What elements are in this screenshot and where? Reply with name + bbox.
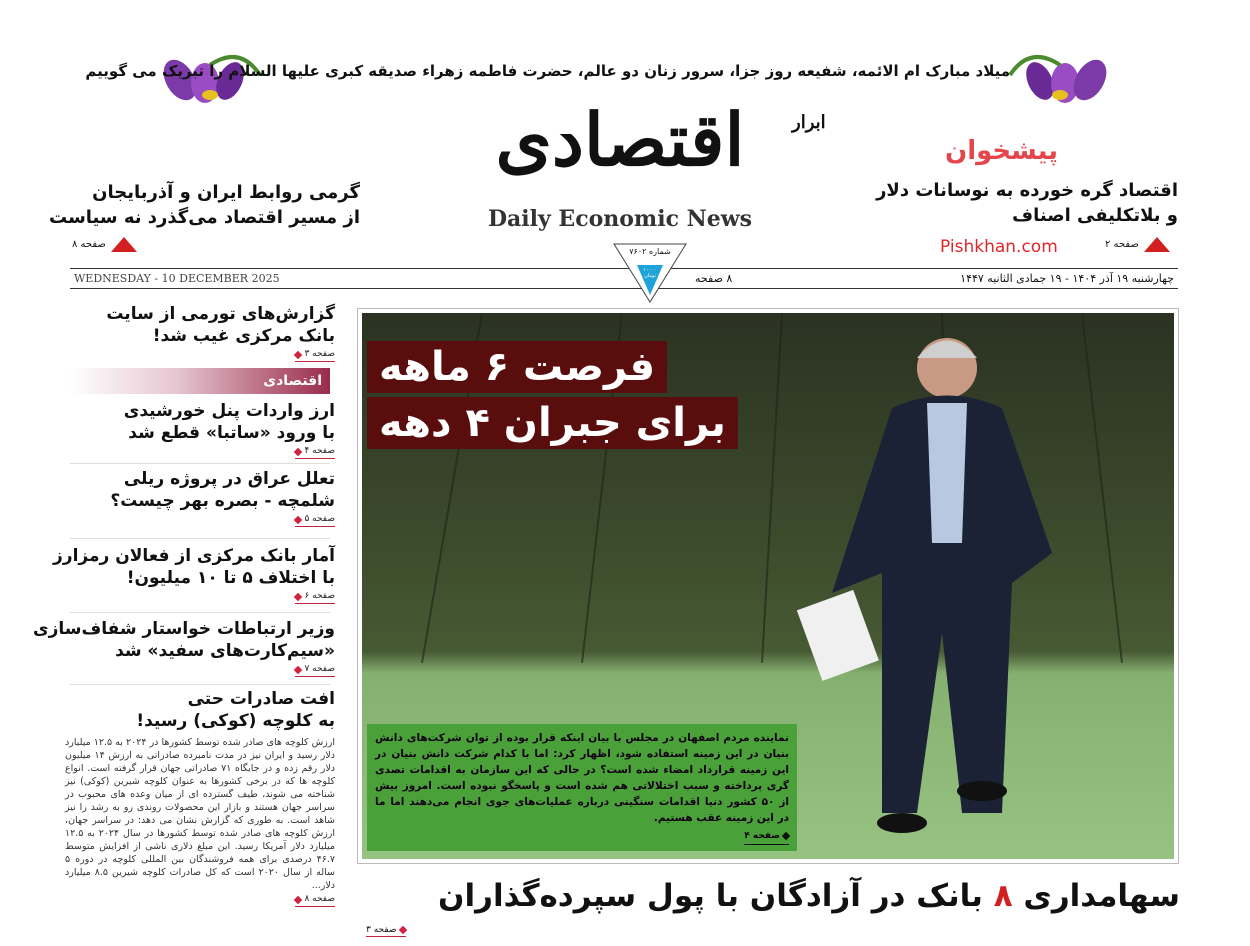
headline: تعلل عراق در پروژه ریلی xyxy=(123,469,335,489)
diamond-icon xyxy=(398,926,406,934)
headline: بانک مرکزی غیب شد! xyxy=(152,326,335,346)
watermark-logo: پیشخوان xyxy=(945,136,1058,166)
headline-number: ۸ xyxy=(993,878,1013,914)
page-label: صفحه ۳ xyxy=(366,925,397,935)
mini-logo-strip xyxy=(70,368,330,394)
headline-text: سهامداری xyxy=(1012,878,1180,914)
page-label: صفحه ۷ xyxy=(304,664,335,674)
headline-text: بانک در آزادگان با پول سپرده‌گذاران xyxy=(438,878,994,914)
diamond-icon xyxy=(294,447,302,455)
divider xyxy=(70,684,330,685)
headline: ارز واردات پنل خورشیدی xyxy=(123,401,335,421)
divider xyxy=(70,463,330,464)
headline: با ورود «ساتبا» قطع شد xyxy=(128,423,335,443)
price: ۱۰۰۰۰ تومان xyxy=(643,267,657,279)
teaser-top-right[interactable] xyxy=(876,178,1178,228)
page-ref[interactable] xyxy=(295,894,335,907)
page-label: صفحه ۶ xyxy=(304,591,335,601)
headline: به کلوچه (کوکی) رسید! xyxy=(136,711,335,731)
diamond-icon xyxy=(294,350,302,358)
watermark-url: Pishkhan.com xyxy=(940,237,1058,257)
newspaper-logo-english: Daily Economic News xyxy=(487,206,753,232)
news-item[interactable] xyxy=(65,400,335,459)
page-ref[interactable] xyxy=(295,349,335,362)
headline: با اختلاف ۵ تا ۱۰ میلیون! xyxy=(126,568,335,588)
news-item[interactable] xyxy=(65,688,335,907)
diamond-icon xyxy=(294,515,302,523)
page-label: صفحه ۸ xyxy=(72,239,106,250)
page-ref[interactable] xyxy=(295,446,335,459)
date-persian: چهارشنبه ۱۹ آذر ۱۴۰۴ - ۱۹ جمادی الثانیه ۱۴۴۷ xyxy=(960,272,1174,285)
triangle-icon xyxy=(1144,237,1170,252)
teaser-line: گرمی روابط ایران و آذربایجان xyxy=(92,182,360,203)
page-label: صفحه ۲ xyxy=(1105,239,1139,250)
main-story-photo[interactable] xyxy=(357,308,1179,864)
greeting-banner: میلاد مبارک ام الائمه، شفیعه روز جزا، سرور زنان دو عالم، حضرت فاطمه زهراء صدیقه کبری علیها السلام را تبریک می گوییم xyxy=(85,62,1010,80)
news-item[interactable] xyxy=(33,618,335,677)
issue-number: شماره ۷۶۰۲ xyxy=(629,247,671,256)
page-ref[interactable] xyxy=(1105,237,1170,252)
teaser-line: اقتصاد گره خورده به نوسانات دلار xyxy=(876,180,1178,201)
page-count: ۸ صفحه xyxy=(695,272,733,285)
flower-decoration-icon xyxy=(1000,45,1120,105)
diamond-icon xyxy=(294,665,302,673)
photo-caption xyxy=(367,724,797,851)
page-ref[interactable] xyxy=(72,237,137,252)
headline: گزارش‌های تورمی از سایت xyxy=(106,304,335,324)
page-label: صفحه ۸ xyxy=(304,894,335,904)
main-headline-line1: فرصت ۶ ماهه xyxy=(367,341,667,393)
divider xyxy=(70,538,330,539)
page-ref[interactable] xyxy=(295,664,335,677)
teaser-line: و بلاتکلیفی اصناف xyxy=(1012,205,1178,226)
page-ref[interactable] xyxy=(366,924,406,937)
page-ref[interactable] xyxy=(295,591,335,604)
article-body: ارزش کلوچه های صادر شده توسط کشورها در ۲۰۲۴ به ۱۲.۵ میلیارد دلار رسید و ایران نیز در مدت نامبرده صادراتی به ارزش ۱۴ میلیون دلار رقم زده و در جایگاه ۷۱ صادراتی جهان قرار گرفته است. انواع کلوچه ها که در برخی کشورها به عنوان کلوچه شیرین (کوکی) نیز شناخته می شوند، طیف گسترده ای از میان وعده های محبوب در سراسر جهان هستند و بازار این محصولات روندی رو به رشد را نیز شاهد است. به طوری که گزارش نشان می دهد: در سراسر جهان، ارزش کلوچه های صادر شده توسط کشورها در سال ۲۰۲۴ به ۱۲.۵ میلیارد دلار آمریکا رسید. این مبلغ دلاری ناشی از افزایش متوسط ۴۶.۷ درصدی برای همه فروشندگان بین المللی کلوچه در دوره ۵ ساله از سال ۲۰۲۰ است که کل صادرات کلوچه شیرین ۸.۵ میلیارد دلار... xyxy=(65,737,336,891)
diamond-icon xyxy=(294,592,302,600)
news-item[interactable] xyxy=(53,545,335,604)
mini-logo: اقتصادی xyxy=(263,373,322,389)
date-english: WEDNESDAY - 10 DECEMBER 2025 xyxy=(74,272,280,285)
diamond-icon xyxy=(294,895,302,903)
headline: وزیر ارتباطات خواستار شفاف‌سازی xyxy=(33,619,335,639)
headline: شلمچه - بصره بهر چیست؟ xyxy=(110,491,335,511)
page-label: صفحه ۳ xyxy=(304,349,335,359)
newspaper-logo: اقتصادی xyxy=(495,97,745,182)
caption-text: نماینده مردم اصفهان در مجلس با بیان اینکه قرار بوده از توان شرکت‌های دانش بنیان در این زمینه استفاده شود، اظهار کرد: اما با کدام شرکت دانش بنیان در این زمینه قرارداد امضاء شده است؟ در حالی که این سازمان به اقدامات تصدی گری پرداخته و سبب اختلالاتی هم شده است و پاسخگو نبوده است. امروز بیش از ۵۰ کشور دنیا اقدامات سنگینی درباره عملیات‌های جوی انجام می‌دهند اما ما در این زمینه عقب هستیم. xyxy=(375,732,789,824)
bottom-headline[interactable] xyxy=(380,876,1180,916)
page-label: صفحه ۴ xyxy=(744,831,780,841)
issue-badge xyxy=(613,243,687,301)
news-item[interactable] xyxy=(65,468,335,527)
newspaper-logo-small: ابرار xyxy=(792,112,826,133)
main-headline-line2: برای جبران ۴ دهه xyxy=(367,397,738,449)
teaser-top-left[interactable] xyxy=(49,180,360,230)
headline: آمار بانک مرکزی از فعالان رمزارز xyxy=(53,546,335,566)
page-label: صفحه ۴ xyxy=(304,446,335,456)
page-ref[interactable] xyxy=(744,828,789,845)
teaser-line: از مسیر اقتصاد می‌گذرد نه سیاست xyxy=(49,207,360,228)
headline: «سیم‌کارت‌های سفید» شد xyxy=(115,641,335,661)
news-item[interactable] xyxy=(65,303,335,362)
triangle-icon xyxy=(111,237,137,252)
diamond-icon xyxy=(782,832,790,840)
headline: افت صادرات حتی xyxy=(187,689,335,709)
page-ref[interactable] xyxy=(295,514,335,527)
divider xyxy=(70,612,330,613)
page-label: صفحه ۵ xyxy=(304,514,335,524)
